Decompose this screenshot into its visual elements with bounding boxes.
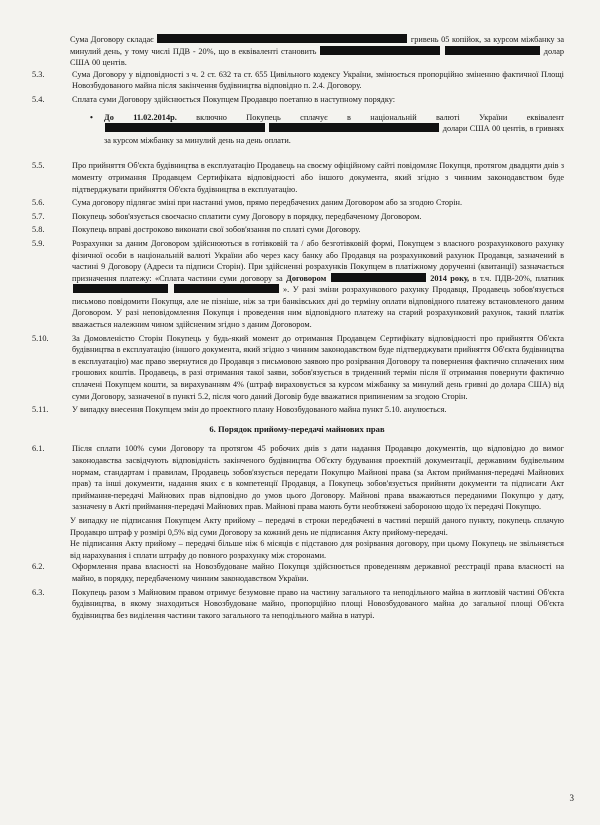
p52-text-c: долар США 00 центів. (70, 46, 565, 68)
p59-bold-year: 2014 року, (430, 273, 470, 283)
redaction-block (174, 284, 279, 293)
paragraph-text: У випадку внесення Покупцем змін до проектного плану Новозбудованого майна пункт 5.10. анулюється. (72, 405, 447, 415)
paragraph-text: Після сплати 100% суми Договору та протягом 45 робочих днів з дати надання Продавцю документів, що відповідно до вимог законодавства засвідчують відповідність закінченого будівництва Об'єкту будування проектній документації, державним будівельним нормам, стандартам і правилам, Продавець зобов'язується передати Покупцю Майнові права (за Актом приймання-передачі Майнових прав) та інші документи, надання яких є в компетенції Продавця, а Покупець зобов'язується прийняти документи та підписати Акт приймання-передачі Майнових прав відповідно до умов цього Договору. Майнові права вважаються переданими Покупцю у дату, зазначену в Акті приймання-передачі Майнових прав. Майнові права мають бути необтяжені забороною щодо їх передачі Покупцю. (72, 444, 564, 512)
page-number: 3 (569, 793, 574, 804)
paragraph-number: 6.1. (32, 444, 45, 454)
paragraph-5-6 (30, 197, 564, 209)
paragraph-text (72, 238, 564, 331)
paragraph-5-8 (30, 224, 564, 236)
paragraph-number: 5.11. (32, 405, 49, 415)
paragraph-number: 5.8. (32, 225, 45, 235)
redaction-block (320, 46, 440, 55)
paragraph-text: Покупець вправі достроково виконати свої зобов'язання по сплаті суми Договору. (72, 225, 361, 235)
paragraph-6-1 (30, 443, 564, 513)
paragraph-5-2 (70, 34, 564, 69)
paragraph-6-1-sub2: Не підписання Акту прийому – передачі більше ніж 6 місяців є підставою для розірвання договору, при цьому Покупець не звільняється від нарахування і сплати штрафу до повного розрахунку між сторонами. (70, 539, 564, 560)
bullet-text (104, 112, 564, 147)
paragraph-number: 5.5. (32, 161, 45, 171)
redaction-block (157, 34, 407, 43)
redaction-block (331, 273, 426, 282)
bullet-text-a: включно Покупець сплачує в національній валюті України еквівалент (196, 112, 565, 122)
paragraph-text: За Домовленістю Сторін Покупець у будь-який момент до отримання Продавцем Сертифікату відповідності про прийняття Об'єкта будівництва в експлуатацію (іншого документа, який згідно з чинним законодавством буде підтверджувати прийняття Об'єкта будівництва в експлуатацію) має право звернутися до Продавця з письмовою заявою про розірвання Договору та повернення фактично сплачених ним грошових коштів. Продавець, в разі отримання такої заяви, зобов'язується в триденний термін після її отримання повернути фактично сплачені Покупцем кошти, за вирахуванням 4% (штраф вираховується за курсом міжбанку за минулий день гривні до долара США) від суми Договору, зазначеної в пункті 5.2, після чого даний Договір буде вважатися припиненим за згодою Сторін. (72, 333, 564, 401)
paragraph-6-1-sub1: У випадку не підписання Покупцем Акту прийому – передачі в строки передбачені в частині першій даного пункту, покупець сплачую Продавцю штраф у розмірі 0,5% від суми Договору за кожний день не підписання Акту прийому-передачі. (70, 515, 564, 537)
paragraph-text: Про прийняття Об'єкта будівництва в експлуатацію Продавець на своєму офіційному сайті повідомляє Покупця, протягом двадцяти днів з моменту отримання Продавцем Сертифіката відповідності або іншого документа, який згідно з чинним законодавством буде підтверджувати прийняття Об'єкта будівництва в експлуатацію. (72, 161, 564, 194)
p59-bold-contract: Договором (286, 273, 327, 283)
redaction-block (269, 123, 439, 132)
p59-text-b: в т.ч. ПДВ-20%, платник (472, 273, 565, 283)
paragraph-6-2 (30, 561, 564, 584)
paragraph-5-4 (30, 94, 564, 106)
paragraph-number: 5.4. (32, 94, 45, 104)
paragraph-number: 5.7. (32, 211, 45, 221)
paragraph-text: Сума договору підлягає зміні при настанні умов, прямо передбачених даним Договором або за згодою Сторін. (72, 198, 463, 208)
paragraph-text: Оформлення права власності на Новозбудоване майно Покупця здійснюється проведенням державної реєстрації права власності на майно, в порядку, передбаченому чинним законодавством України. (72, 562, 564, 583)
paragraph-number: 5.3. (32, 69, 45, 79)
paragraph-number: 6.2. (32, 562, 45, 572)
paragraph-5-3 (30, 69, 564, 92)
p59-text-a: Розрахунки за даним Договором здійснюються в готівковій та / або безготівковій формі, Покупцем з власного розрахункового рахунку фізичної особи в національній валюті України або через касу банку або Продавця на розрахунковий рахунок Продавця, зазначений в частині 9 Договору (Адреси та підписи Сторін). При здійсненні розрахунків Покупцем в платіжному дорученні (квитанції) зазначається призначення платежу: «Сплата частини суми договору за (72, 238, 564, 283)
bullet-icon: • (90, 112, 93, 122)
redaction-block (445, 46, 540, 55)
paragraph-text: Сплата суми Договору здійснюється Покупцем Продавцю поетапно в наступному порядку: (72, 94, 396, 104)
paragraph-text: Сума Договору у відповідності з ч. 2 ст. 632 та ст. 655 Цивільного кодексу України, змінюється пропорційно зміненню фактичної Площі Новозбудованого майна після закінчення будівництва відповідно п. 2.4. Договору. (72, 69, 564, 91)
paragraph-5-9 (30, 238, 564, 331)
paragraph-number: 6.3. (32, 587, 45, 597)
p52-text-b: гривень 05 копійок, за курсом міжбанку за минулий день, у тому числі ПДВ - 20%, що в еквіваленті становить (70, 35, 565, 56)
redaction-block (105, 123, 265, 132)
paragraph-5-5 (30, 160, 564, 195)
redaction-block (73, 284, 168, 293)
paragraph-5-7 (30, 211, 564, 223)
paragraph-5-10 (30, 333, 564, 403)
p59-text-c: ». У разі зміни розрахункового рахунку Продавця, Продавець зобов'язується письмово повідомити Покупця, але не пізніше, ніж за три банківських дні до терміну оплати відповідного платежу встановленого даним Договором. У разі неповідомлення Покупця і проведення ним відповідного платежу на старий розрахунковий рахунок, такий платіж вважається належним чином здійсненим згідно з даним Договором. (72, 285, 564, 330)
p52-text-a: Сума Договору складає (70, 35, 154, 44)
bullet-date: До 11.02.2014р. (104, 112, 177, 122)
paragraph-text: Покупець зобов'язується своєчасно сплатити суму Договору в порядку, передбаченому Договором. (72, 211, 422, 221)
paragraph-number: 5.6. (32, 198, 45, 208)
paragraph-number: 5.9. (32, 238, 45, 248)
bullet-text-b: долари США 00 центів, в гривнях за курсом міжбанку за минулий день на день оплати. (104, 124, 565, 145)
paragraph-6-3 (30, 587, 564, 622)
paragraph-5-11 (30, 404, 564, 416)
paragraph-text: Покупець разом з Майновим правом отримує безумовне право на частину загального та неподільного майна в житловій частині Об'єкта будівництва, в якому знаходиться Новозбудоване майно, пропорційно площі Новозбудованого майна до загальної площі Об'єкта будівництва без виділення частини такого загального та неподільного майна в натурі. (72, 587, 564, 620)
section-title: 6. Порядок прийому-передачі майнових прав (209, 423, 385, 434)
paragraph-number: 5.10. (32, 333, 49, 343)
payment-bullet (90, 112, 564, 147)
